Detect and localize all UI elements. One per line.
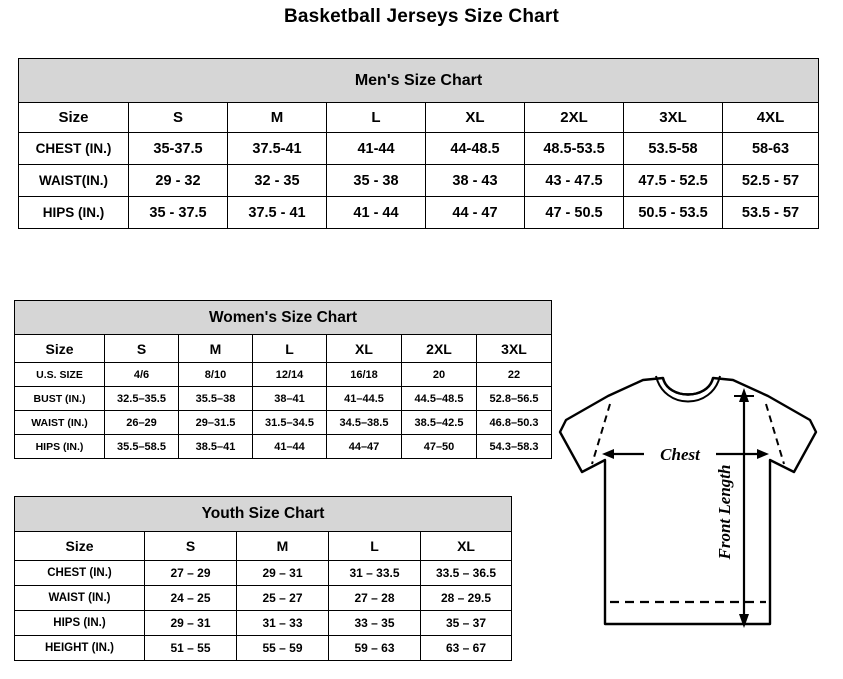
mens-chest-3xl: 53.5-58 — [624, 133, 723, 165]
table-row — [15, 435, 552, 459]
table-row — [15, 363, 552, 387]
table-row — [15, 561, 512, 586]
youth-hips-s: 29 – 31 — [145, 611, 237, 636]
mens-chart-title: Men's Size Chart — [19, 59, 819, 103]
womens-col-xl: XL — [327, 335, 402, 363]
table-row — [19, 165, 819, 197]
mens-col-3xl: 3XL — [624, 103, 723, 133]
mens-row-label-waist: WAIST(IN.) — [19, 165, 129, 197]
womens-ussize-m: 8/10 — [179, 363, 253, 387]
womens-chart-title-row — [15, 301, 552, 335]
womens-hips-m: 38.5–41 — [179, 435, 253, 459]
womens-ussize-xl: 16/18 — [327, 363, 402, 387]
womens-waist-l: 31.5–34.5 — [253, 411, 327, 435]
mens-waist-3xl: 47.5 - 52.5 — [624, 165, 723, 197]
mens-col-s: S — [129, 103, 228, 133]
youth-waist-l: 27 – 28 — [329, 586, 421, 611]
youth-height-s: 51 – 55 — [145, 636, 237, 661]
chest-label: Chest — [660, 445, 700, 464]
womens-bust-m: 35.5–38 — [179, 387, 253, 411]
mens-hips-m: 37.5 - 41 — [228, 197, 327, 229]
front-length-label: Front Length — [715, 464, 734, 560]
mens-col-xl: XL — [426, 103, 525, 133]
mens-col-size: Size — [19, 103, 129, 133]
womens-header-row — [15, 335, 552, 363]
youth-waist-s: 24 – 25 — [145, 586, 237, 611]
womens-chart-title: Women's Size Chart — [15, 301, 552, 335]
mens-waist-4xl: 52.5 - 57 — [723, 165, 819, 197]
youth-chest-xl: 33.5 – 36.5 — [421, 561, 512, 586]
mens-col-l: L — [327, 103, 426, 133]
mens-hips-4xl: 53.5 - 57 — [723, 197, 819, 229]
youth-chart-title: Youth Size Chart — [15, 497, 512, 532]
table-row — [15, 387, 552, 411]
youth-hips-m: 31 – 33 — [237, 611, 329, 636]
womens-col-m: M — [179, 335, 253, 363]
youth-height-m: 55 – 59 — [237, 636, 329, 661]
womens-bust-l: 38–41 — [253, 387, 327, 411]
table-row — [15, 611, 512, 636]
mens-hips-2xl: 47 - 50.5 — [525, 197, 624, 229]
youth-hips-l: 33 – 35 — [329, 611, 421, 636]
mens-chest-m: 37.5-41 — [228, 133, 327, 165]
mens-waist-s: 29 - 32 — [129, 165, 228, 197]
womens-bust-s: 32.5–35.5 — [105, 387, 179, 411]
womens-ussize-2xl: 20 — [402, 363, 477, 387]
womens-col-3xl: 3XL — [477, 335, 552, 363]
mens-chest-4xl: 58-63 — [723, 133, 819, 165]
womens-col-l: L — [253, 335, 327, 363]
mens-chest-l: 41-44 — [327, 133, 426, 165]
womens-ussize-l: 12/14 — [253, 363, 327, 387]
womens-bust-2xl: 44.5–48.5 — [402, 387, 477, 411]
womens-waist-s: 26–29 — [105, 411, 179, 435]
youth-waist-xl: 28 – 29.5 — [421, 586, 512, 611]
mens-hips-l: 41 - 44 — [327, 197, 426, 229]
mens-col-2xl: 2XL — [525, 103, 624, 133]
youth-row-label-waist: WAIST (IN.) — [15, 586, 145, 611]
womens-hips-2xl: 47–50 — [402, 435, 477, 459]
mens-row-label-chest: CHEST (IN.) — [19, 133, 129, 165]
mens-row-label-hips: HIPS (IN.) — [19, 197, 129, 229]
womens-hips-s: 35.5–58.5 — [105, 435, 179, 459]
womens-waist-2xl: 38.5–42.5 — [402, 411, 477, 435]
youth-height-l: 59 – 63 — [329, 636, 421, 661]
youth-col-m: M — [237, 532, 329, 561]
youth-waist-m: 25 – 27 — [237, 586, 329, 611]
youth-col-l: L — [329, 532, 421, 561]
table-row — [15, 636, 512, 661]
mens-hips-xl: 44 - 47 — [426, 197, 525, 229]
mens-header-row — [19, 103, 819, 133]
mens-chart-title-row — [19, 59, 819, 103]
youth-col-xl: XL — [421, 532, 512, 561]
mens-waist-l: 35 - 38 — [327, 165, 426, 197]
mens-col-4xl: 4XL — [723, 103, 819, 133]
youth-row-label-chest: CHEST (IN.) — [15, 561, 145, 586]
table-row — [15, 586, 512, 611]
mens-size-chart-table — [18, 58, 819, 229]
youth-chest-s: 27 – 29 — [145, 561, 237, 586]
youth-hips-xl: 35 – 37 — [421, 611, 512, 636]
mens-waist-m: 32 - 35 — [228, 165, 327, 197]
womens-waist-m: 29–31.5 — [179, 411, 253, 435]
womens-bust-xl: 41–44.5 — [327, 387, 402, 411]
womens-hips-xl: 44–47 — [327, 435, 402, 459]
mens-waist-xl: 38 - 43 — [426, 165, 525, 197]
mens-chest-s: 35-37.5 — [129, 133, 228, 165]
womens-size-chart-table — [14, 300, 552, 459]
womens-col-s: S — [105, 335, 179, 363]
womens-waist-3xl: 46.8–50.3 — [477, 411, 552, 435]
youth-row-label-hips: HIPS (IN.) — [15, 611, 145, 636]
youth-col-s: S — [145, 532, 237, 561]
womens-row-label-hips: HIPS (IN.) — [15, 435, 105, 459]
womens-col-size: Size — [15, 335, 105, 363]
table-row — [19, 133, 819, 165]
mens-hips-s: 35 - 37.5 — [129, 197, 228, 229]
youth-chest-m: 29 – 31 — [237, 561, 329, 586]
youth-row-label-height: HEIGHT (IN.) — [15, 636, 145, 661]
mens-chest-xl: 44-48.5 — [426, 133, 525, 165]
mens-col-m: M — [228, 103, 327, 133]
mens-waist-2xl: 43 - 47.5 — [525, 165, 624, 197]
youth-header-row — [15, 532, 512, 561]
table-row — [19, 197, 819, 229]
womens-ussize-s: 4/6 — [105, 363, 179, 387]
womens-row-label-waist: WAIST (IN.) — [15, 411, 105, 435]
table-row — [15, 411, 552, 435]
youth-chart-title-row — [15, 497, 512, 532]
page-title: Basketball Jerseys Size Chart — [283, 6, 560, 27]
shirt-measurement-diagram — [548, 352, 838, 672]
womens-hips-l: 41–44 — [253, 435, 327, 459]
womens-waist-xl: 34.5–38.5 — [327, 411, 402, 435]
mens-chest-2xl: 48.5-53.5 — [525, 133, 624, 165]
womens-ussize-3xl: 22 — [477, 363, 552, 387]
youth-size-chart-table — [14, 496, 512, 661]
youth-chest-l: 31 – 33.5 — [329, 561, 421, 586]
mens-hips-3xl: 50.5 - 53.5 — [624, 197, 723, 229]
youth-height-xl: 63 – 67 — [421, 636, 512, 661]
jersey-outline-icon — [560, 378, 816, 624]
womens-col-2xl: 2XL — [402, 335, 477, 363]
womens-row-label-bust: BUST (IN.) — [15, 387, 105, 411]
youth-col-size: Size — [15, 532, 145, 561]
womens-bust-3xl: 52.8–56.5 — [477, 387, 552, 411]
womens-hips-3xl: 54.3–58.3 — [477, 435, 552, 459]
womens-row-label-ussize: U.S. SIZE — [15, 363, 105, 387]
